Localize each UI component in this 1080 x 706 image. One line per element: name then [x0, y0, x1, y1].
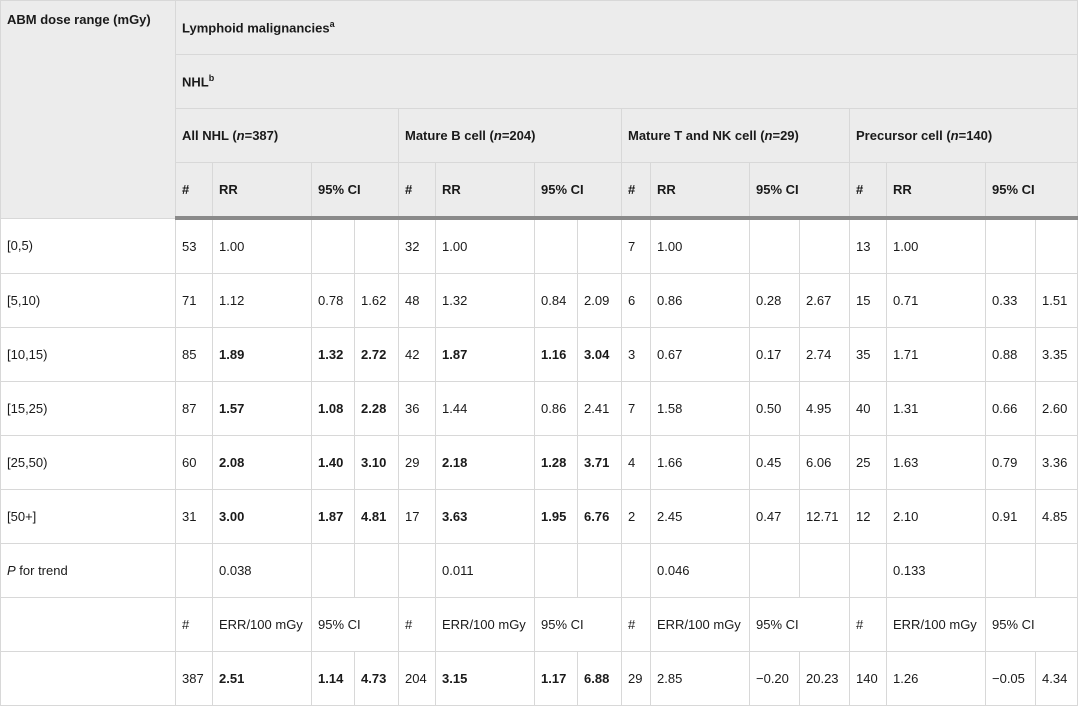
err-cell: 3.15	[436, 652, 535, 706]
table-cell: 6	[622, 274, 651, 328]
table-row	[1, 436, 1078, 490]
table-cell: 2.74	[800, 328, 850, 382]
err-cell: 2.51	[213, 652, 312, 706]
table-cell: 0.78	[312, 274, 355, 328]
ci-header: 95% CI	[986, 163, 1078, 219]
table-cell: 1.32	[312, 328, 355, 382]
table-cell: 1.31	[887, 382, 986, 436]
table-cell: 2.60	[1036, 382, 1078, 436]
table-cell: 1.00	[213, 218, 312, 274]
err-cell: 1.26	[887, 652, 986, 706]
count-header: #	[622, 163, 651, 219]
table-cell: 6.76	[578, 490, 622, 544]
err-cell: 387	[176, 652, 213, 706]
dose-range-cell: [10,15)	[1, 328, 176, 382]
table-cell: 2.41	[578, 382, 622, 436]
lymphoid-header: Lymphoid malignancies$^a$	[176, 1, 1078, 55]
rr-header: RR	[436, 163, 535, 219]
err-cell: 4.34	[1036, 652, 1078, 706]
table-cell	[355, 218, 399, 274]
table-cell: 1.87	[312, 490, 355, 544]
table-cell: 4	[622, 436, 651, 490]
table-cell: 4.81	[355, 490, 399, 544]
err-header-row	[1, 598, 1078, 652]
table-cell: 1.00	[887, 218, 986, 274]
table-cell: 2.28	[355, 382, 399, 436]
group-header: All NHL (n=387)	[176, 109, 399, 163]
ci-header: 95% CI	[535, 163, 622, 219]
table-cell: 12	[850, 490, 887, 544]
table-cell	[312, 218, 355, 274]
table-cell: 0.71	[887, 274, 986, 328]
table-cell: 0.86	[651, 274, 750, 328]
table-cell: 17	[399, 490, 436, 544]
table-cell: 1.63	[887, 436, 986, 490]
table-cell: 0.91	[986, 490, 1036, 544]
trend-value: 0.133	[887, 544, 986, 598]
table-cell: 1.08	[312, 382, 355, 436]
count-header: #	[850, 163, 887, 219]
table-cell: 3	[622, 328, 651, 382]
table-cell	[986, 218, 1036, 274]
table-cell: 1.00	[651, 218, 750, 274]
ci-header: 95% CI	[312, 163, 399, 219]
table-cell: 4.95	[800, 382, 850, 436]
table-cell: 25	[850, 436, 887, 490]
table-cell: 35	[850, 328, 887, 382]
table-cell: 3.35	[1036, 328, 1078, 382]
err-cell: 1.14	[312, 652, 355, 706]
table-cell: 40	[850, 382, 887, 436]
table-cell: 0.79	[986, 436, 1036, 490]
table-cell: 31	[176, 490, 213, 544]
table-cell: 1.89	[213, 328, 312, 382]
table-cell: 1.00	[436, 218, 535, 274]
err-row	[1, 652, 1078, 706]
err-header: ERR/100 mGy	[651, 598, 750, 652]
table-cell: 1.71	[887, 328, 986, 382]
table-cell: 1.51	[1036, 274, 1078, 328]
table-cell: 1.28	[535, 436, 578, 490]
err-cell: 6.88	[578, 652, 622, 706]
table-cell: 36	[399, 382, 436, 436]
count-header: #	[399, 163, 436, 219]
empty-cell	[850, 544, 887, 598]
table-cell: 0.33	[986, 274, 1036, 328]
table-cell: 0.88	[986, 328, 1036, 382]
ci-header: 95% CI	[750, 163, 850, 219]
err-cell: 140	[850, 652, 887, 706]
trend-value: 0.038	[213, 544, 312, 598]
table-cell: 6.06	[800, 436, 850, 490]
trend-row	[1, 544, 1078, 598]
table-cell: 71	[176, 274, 213, 328]
table-cell: 1.12	[213, 274, 312, 328]
table-cell: 1.57	[213, 382, 312, 436]
trend-value: 0.046	[651, 544, 750, 598]
trend-label: P for trend	[1, 544, 176, 598]
table-cell: 1.44	[436, 382, 535, 436]
table-cell: 7	[622, 382, 651, 436]
err-cell: 20.23	[800, 652, 850, 706]
err-cell: 29	[622, 652, 651, 706]
dose-range-cell: [5,10)	[1, 274, 176, 328]
table-cell: 3.71	[578, 436, 622, 490]
table-cell: 3.04	[578, 328, 622, 382]
dose-range-header: ABM dose range (mGy)	[1, 1, 176, 219]
dose-range-cell: [15,25)	[1, 382, 176, 436]
empty-cell	[578, 544, 622, 598]
table-cell: 1.16	[535, 328, 578, 382]
table-row	[1, 274, 1078, 328]
err-header: ERR/100 mGy	[213, 598, 312, 652]
table-cell: 3.10	[355, 436, 399, 490]
rr-header: RR	[887, 163, 986, 219]
table-cell	[750, 218, 800, 274]
table-cell: 48	[399, 274, 436, 328]
empty-cell	[535, 544, 578, 598]
table-cell: 2	[622, 490, 651, 544]
table-cell: 3.63	[436, 490, 535, 544]
table-row	[1, 490, 1078, 544]
empty-cell	[800, 544, 850, 598]
table-cell: 53	[176, 218, 213, 274]
table-cell: 0.28	[750, 274, 800, 328]
group-header: Mature T and NK cell (n=29)	[622, 109, 850, 163]
err-cell: 1.17	[535, 652, 578, 706]
table-cell: 2.09	[578, 274, 622, 328]
table-row	[1, 218, 1078, 274]
err-header: ERR/100 mGy	[436, 598, 535, 652]
empty-cell	[1036, 544, 1078, 598]
err-header: ERR/100 mGy	[887, 598, 986, 652]
table-cell: 0.45	[750, 436, 800, 490]
rr-header: RR	[213, 163, 312, 219]
err-cell: 204	[399, 652, 436, 706]
err-cell: −0.05	[986, 652, 1036, 706]
empty-cell	[1, 598, 176, 652]
table-cell: 1.66	[651, 436, 750, 490]
empty-cell	[399, 544, 436, 598]
table-cell	[535, 218, 578, 274]
table-cell: 0.47	[750, 490, 800, 544]
table-cell: 32	[399, 218, 436, 274]
group-header: Mature B cell (n=204)	[399, 109, 622, 163]
table-cell: 15	[850, 274, 887, 328]
dose-range-cell: [25,50)	[1, 436, 176, 490]
empty-cell	[1, 652, 176, 706]
group-header: Precursor cell (n=140)	[850, 109, 1078, 163]
table-cell: 0.17	[750, 328, 800, 382]
table-cell: 0.84	[535, 274, 578, 328]
err-cell: 4.73	[355, 652, 399, 706]
empty-cell	[312, 544, 355, 598]
rr-header: RR	[651, 163, 750, 219]
table-cell: 60	[176, 436, 213, 490]
err-ci-header: 95% CI	[986, 598, 1078, 652]
table-cell: 13	[850, 218, 887, 274]
table-cell: 0.67	[651, 328, 750, 382]
trend-value: 0.011	[436, 544, 535, 598]
err-ci-header: 95% CI	[535, 598, 622, 652]
empty-cell	[986, 544, 1036, 598]
table-cell: 2.72	[355, 328, 399, 382]
table-cell: 0.66	[986, 382, 1036, 436]
dose-range-cell: [50+]	[1, 490, 176, 544]
table-cell: 4.85	[1036, 490, 1078, 544]
table-cell: 0.50	[750, 382, 800, 436]
table-cell	[578, 218, 622, 274]
table-cell	[800, 218, 850, 274]
empty-cell	[355, 544, 399, 598]
err-ci-header: 95% CI	[750, 598, 850, 652]
table-cell: 0.86	[535, 382, 578, 436]
empty-cell	[622, 544, 651, 598]
table-cell: 1.32	[436, 274, 535, 328]
table-row	[1, 328, 1078, 382]
table-cell: 2.10	[887, 490, 986, 544]
err-ci-header: 95% CI	[312, 598, 399, 652]
nhl-header: NHL$^b$	[176, 55, 1078, 109]
err-cell: 2.85	[651, 652, 750, 706]
count-header: #	[176, 163, 213, 219]
table-cell: 42	[399, 328, 436, 382]
table-cell: 2.18	[436, 436, 535, 490]
table-cell: 2.08	[213, 436, 312, 490]
empty-cell	[750, 544, 800, 598]
table-cell: 1.95	[535, 490, 578, 544]
table-cell: 1.87	[436, 328, 535, 382]
table-cell: 2.45	[651, 490, 750, 544]
dose-range-cell: [0,5)	[1, 218, 176, 274]
table-cell: 3.36	[1036, 436, 1078, 490]
table-cell: 85	[176, 328, 213, 382]
err-cell: −0.20	[750, 652, 800, 706]
table-row	[1, 382, 1078, 436]
empty-cell	[176, 544, 213, 598]
err-count-header: #	[399, 598, 436, 652]
table-cell: 1.62	[355, 274, 399, 328]
table-cell: 7	[622, 218, 651, 274]
table-cell: 29	[399, 436, 436, 490]
table-cell	[1036, 218, 1078, 274]
table-cell: 1.58	[651, 382, 750, 436]
table-cell: 12.71	[800, 490, 850, 544]
table-cell: 1.40	[312, 436, 355, 490]
err-count-header: #	[176, 598, 213, 652]
err-count-header: #	[622, 598, 651, 652]
table-cell: 3.00	[213, 490, 312, 544]
table-cell: 87	[176, 382, 213, 436]
err-count-header: #	[850, 598, 887, 652]
table-cell: 2.67	[800, 274, 850, 328]
